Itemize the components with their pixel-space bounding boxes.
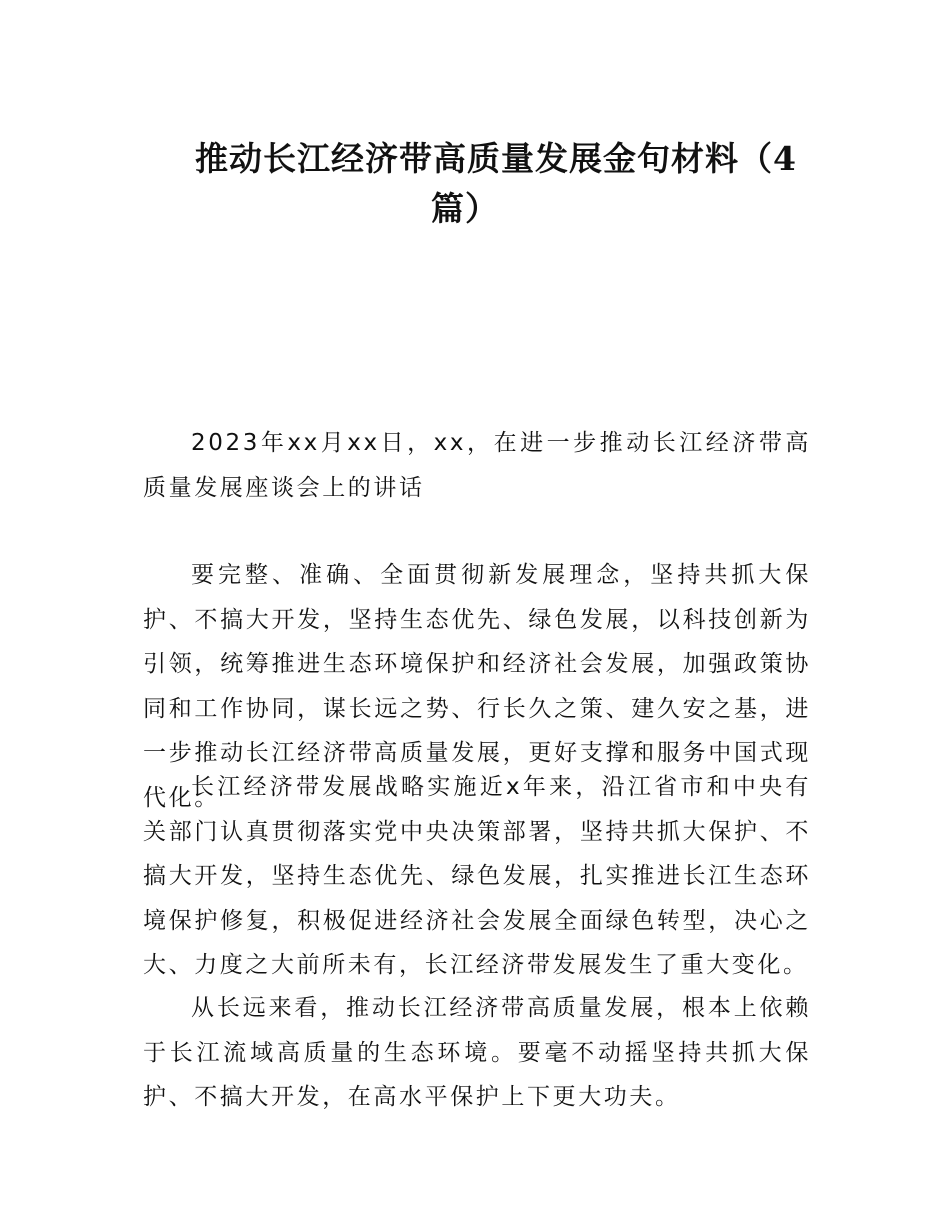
speech-source-paragraph: 2023年xx月xx日，xx，在进一步推动长江经济带高质量发展座谈会上的讲话 [143, 430, 811, 501]
body-paragraph-2: 长江经济带发展战略实施近x年来，沿江省市和中央有关部门认真贯彻落实党中央决策部署，坚持共抓大保护、不搞大开发，坚持生态优先、绿色发展，扎实推进长江生态环境保护修复，积极促进经济社会发展全面绿色转型，决心之大、力度之大前所未有，长江经济带发展发生了重大变化。 [143, 774, 811, 978]
document-title [195, 134, 815, 234]
body-paragraph-3: 从长远来看，推动长江经济带高质量发展，根本上依赖于长江流域高质量的生态环境。要毫不动摇坚持共抓大保护、不搞大开发，在高水平保护上下更大功夫。 [143, 995, 811, 1110]
document-title-line-2: 篇） [431, 189, 499, 229]
body-paragraph-1: 要完整、准确、全面贯彻新发展理念，坚持共抓大保护、不搞大开发，坚持生态优先、绿色发展，以科技创新为引领，统筹推进生态环境保护和经济社会发展，加强政策协同和工作协同，谋长远之势、行长久之策、建久安之基，进一步推动长江经济带高质量发展，更好支撑和服务中国式现代化。 [143, 562, 811, 811]
document-title-line-1: 推动长江经济带高质量发展金句材料（4 [195, 139, 797, 179]
